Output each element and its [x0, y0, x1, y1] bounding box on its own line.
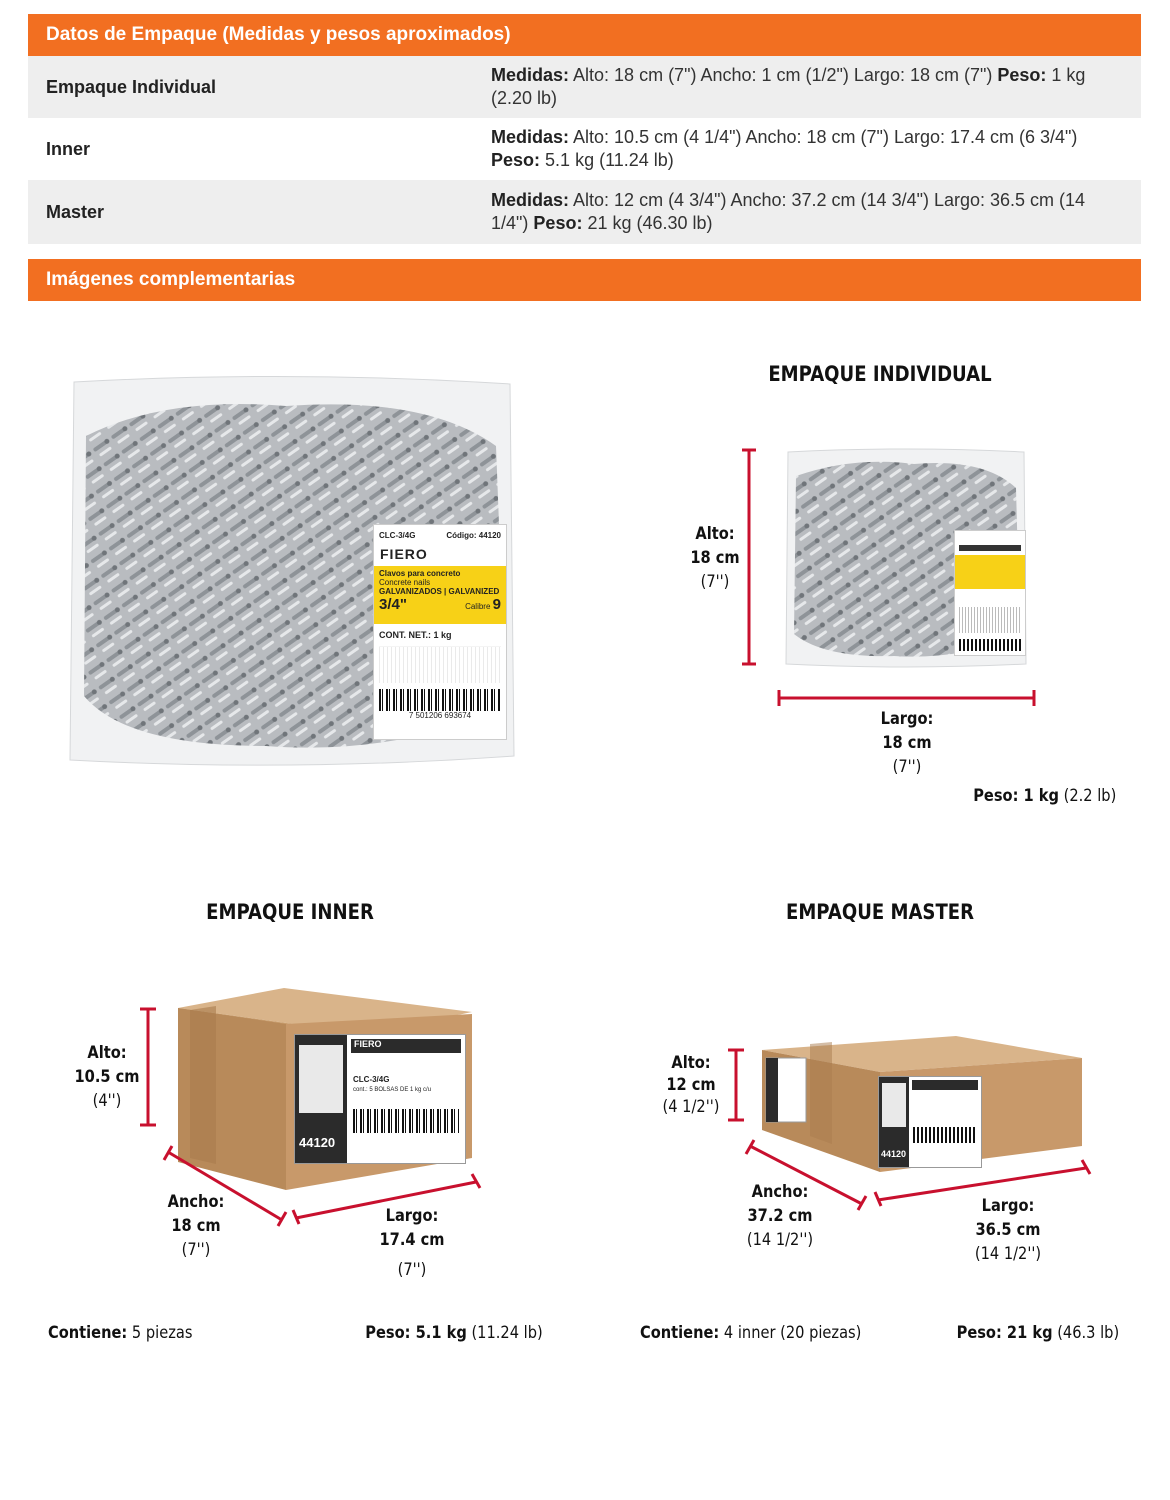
barcode-icon: [379, 689, 501, 711]
inner-alto-label: Alto: 10.5 cm (4''): [74, 1043, 140, 1111]
bag-code: Código: 44120: [446, 531, 501, 540]
individual-heading: EMPAQUE INDIVIDUAL: [768, 362, 992, 386]
inner-box-code: 44120: [299, 1135, 336, 1150]
bag-line3: GALVANIZADOS | GALVANIZED: [379, 587, 500, 596]
barcode-icon: [353, 1109, 459, 1133]
fiero-logo: FIERO: [380, 546, 428, 562]
barcode-icon: [913, 1127, 977, 1143]
packaging-row-inner: [28, 118, 1141, 180]
row-label: Empaque Individual: [46, 76, 217, 97]
master-largo-label: Largo: 36.5 cm (14 1/2''): [974, 1196, 1042, 1264]
individual-largo-dimension-line: [776, 688, 1036, 708]
bag-model: CLC-3/4G: [379, 531, 416, 540]
inner-box-model: CLC-3/4G: [353, 1075, 390, 1084]
inner-box-label: [294, 1034, 466, 1164]
bag-size: 3/4": [379, 596, 407, 613]
bag-gauge: 9: [492, 596, 501, 613]
bag-label: [373, 524, 507, 740]
individual-bag-image: [784, 448, 1028, 668]
packaging-row-individual: [28, 56, 1141, 118]
row-label: Master: [46, 201, 105, 222]
bag-yellow-panel: [374, 566, 506, 624]
inner-heading: EMPAQUE INNER: [206, 900, 374, 924]
nail-bag-image: [66, 376, 518, 768]
inner-box-contents: cont.: 5 BOLSAS DE 1 kg c/u: [353, 1087, 432, 1093]
master-ancho-label: Ancho: 37.2 cm (14 1/2''): [746, 1182, 814, 1250]
row-label: Inner: [46, 138, 91, 159]
packaging-title: Datos de Empaque (Medidas y pesos aproximados): [46, 24, 511, 45]
master-box-label: [878, 1076, 982, 1168]
inner-ancho-label: Ancho: 18 cm (7''): [167, 1192, 225, 1260]
individual-alto-label: Alto: 18 cm (7''): [690, 524, 740, 592]
complementary-section-header: [28, 259, 1141, 301]
bag-line2: Concrete nails: [379, 578, 431, 587]
packaging-section-header: [28, 14, 1141, 56]
row-value: Medidas: Alto: 12 cm (4 3/4") Ancho: 37.2 cm (14 3/4") Largo: 36.5 cm (14 1/4") Peso: 21 kg (46.30 lb): [491, 190, 1086, 233]
row-value: Medidas: Alto: 10.5 cm (4 1/4") Ancho: 18 cm (7") Largo: 17.4 cm (6 3/4") Peso: 5.1 kg (11.24 lb): [491, 127, 1078, 170]
master-weight: Peso: 21 kg (46.3 lb): [956, 1323, 1120, 1343]
master-alto-label: Alto: 12 cm (4 1/2''): [662, 1053, 720, 1117]
complementary-title: Imágenes complementarias: [46, 269, 296, 290]
individual-largo-label: Largo: 18 cm (7''): [880, 709, 934, 777]
bag-barcode-number: 7 501206 693674: [408, 711, 472, 720]
packaging-row-master: [28, 180, 1141, 244]
inner-largo-label: Largo: 17.4 cm (7''): [379, 1206, 445, 1280]
bag-line1: Clavos para concreto: [379, 569, 461, 578]
master-contents: Contiene: 4 inner (20 piezas): [640, 1323, 862, 1343]
bag-fine-print: [379, 646, 501, 683]
master-box-code: 44120: [881, 1149, 907, 1159]
master-heading: EMPAQUE MASTER: [785, 900, 975, 924]
individual-weight: Peso: 1 kg (2.2 lb): [973, 786, 1117, 806]
row-value: Medidas: Alto: 18 cm (7") Ancho: 1 cm (1/2") Largo: 18 cm (7") Peso: 1 kg (2.20 lb): [491, 65, 1086, 108]
bag-net: CONT. NET.: 1 kg: [379, 630, 452, 640]
inner-contents: Contiene: 5 piezas: [48, 1323, 193, 1343]
bag-gauge-label: Calibre: [465, 602, 491, 611]
fiero-logo: FIERO: [351, 1039, 461, 1053]
inner-weight: Peso: 5.1 kg (11.24 lb): [365, 1323, 543, 1343]
individual-bag-label: [954, 530, 1026, 656]
